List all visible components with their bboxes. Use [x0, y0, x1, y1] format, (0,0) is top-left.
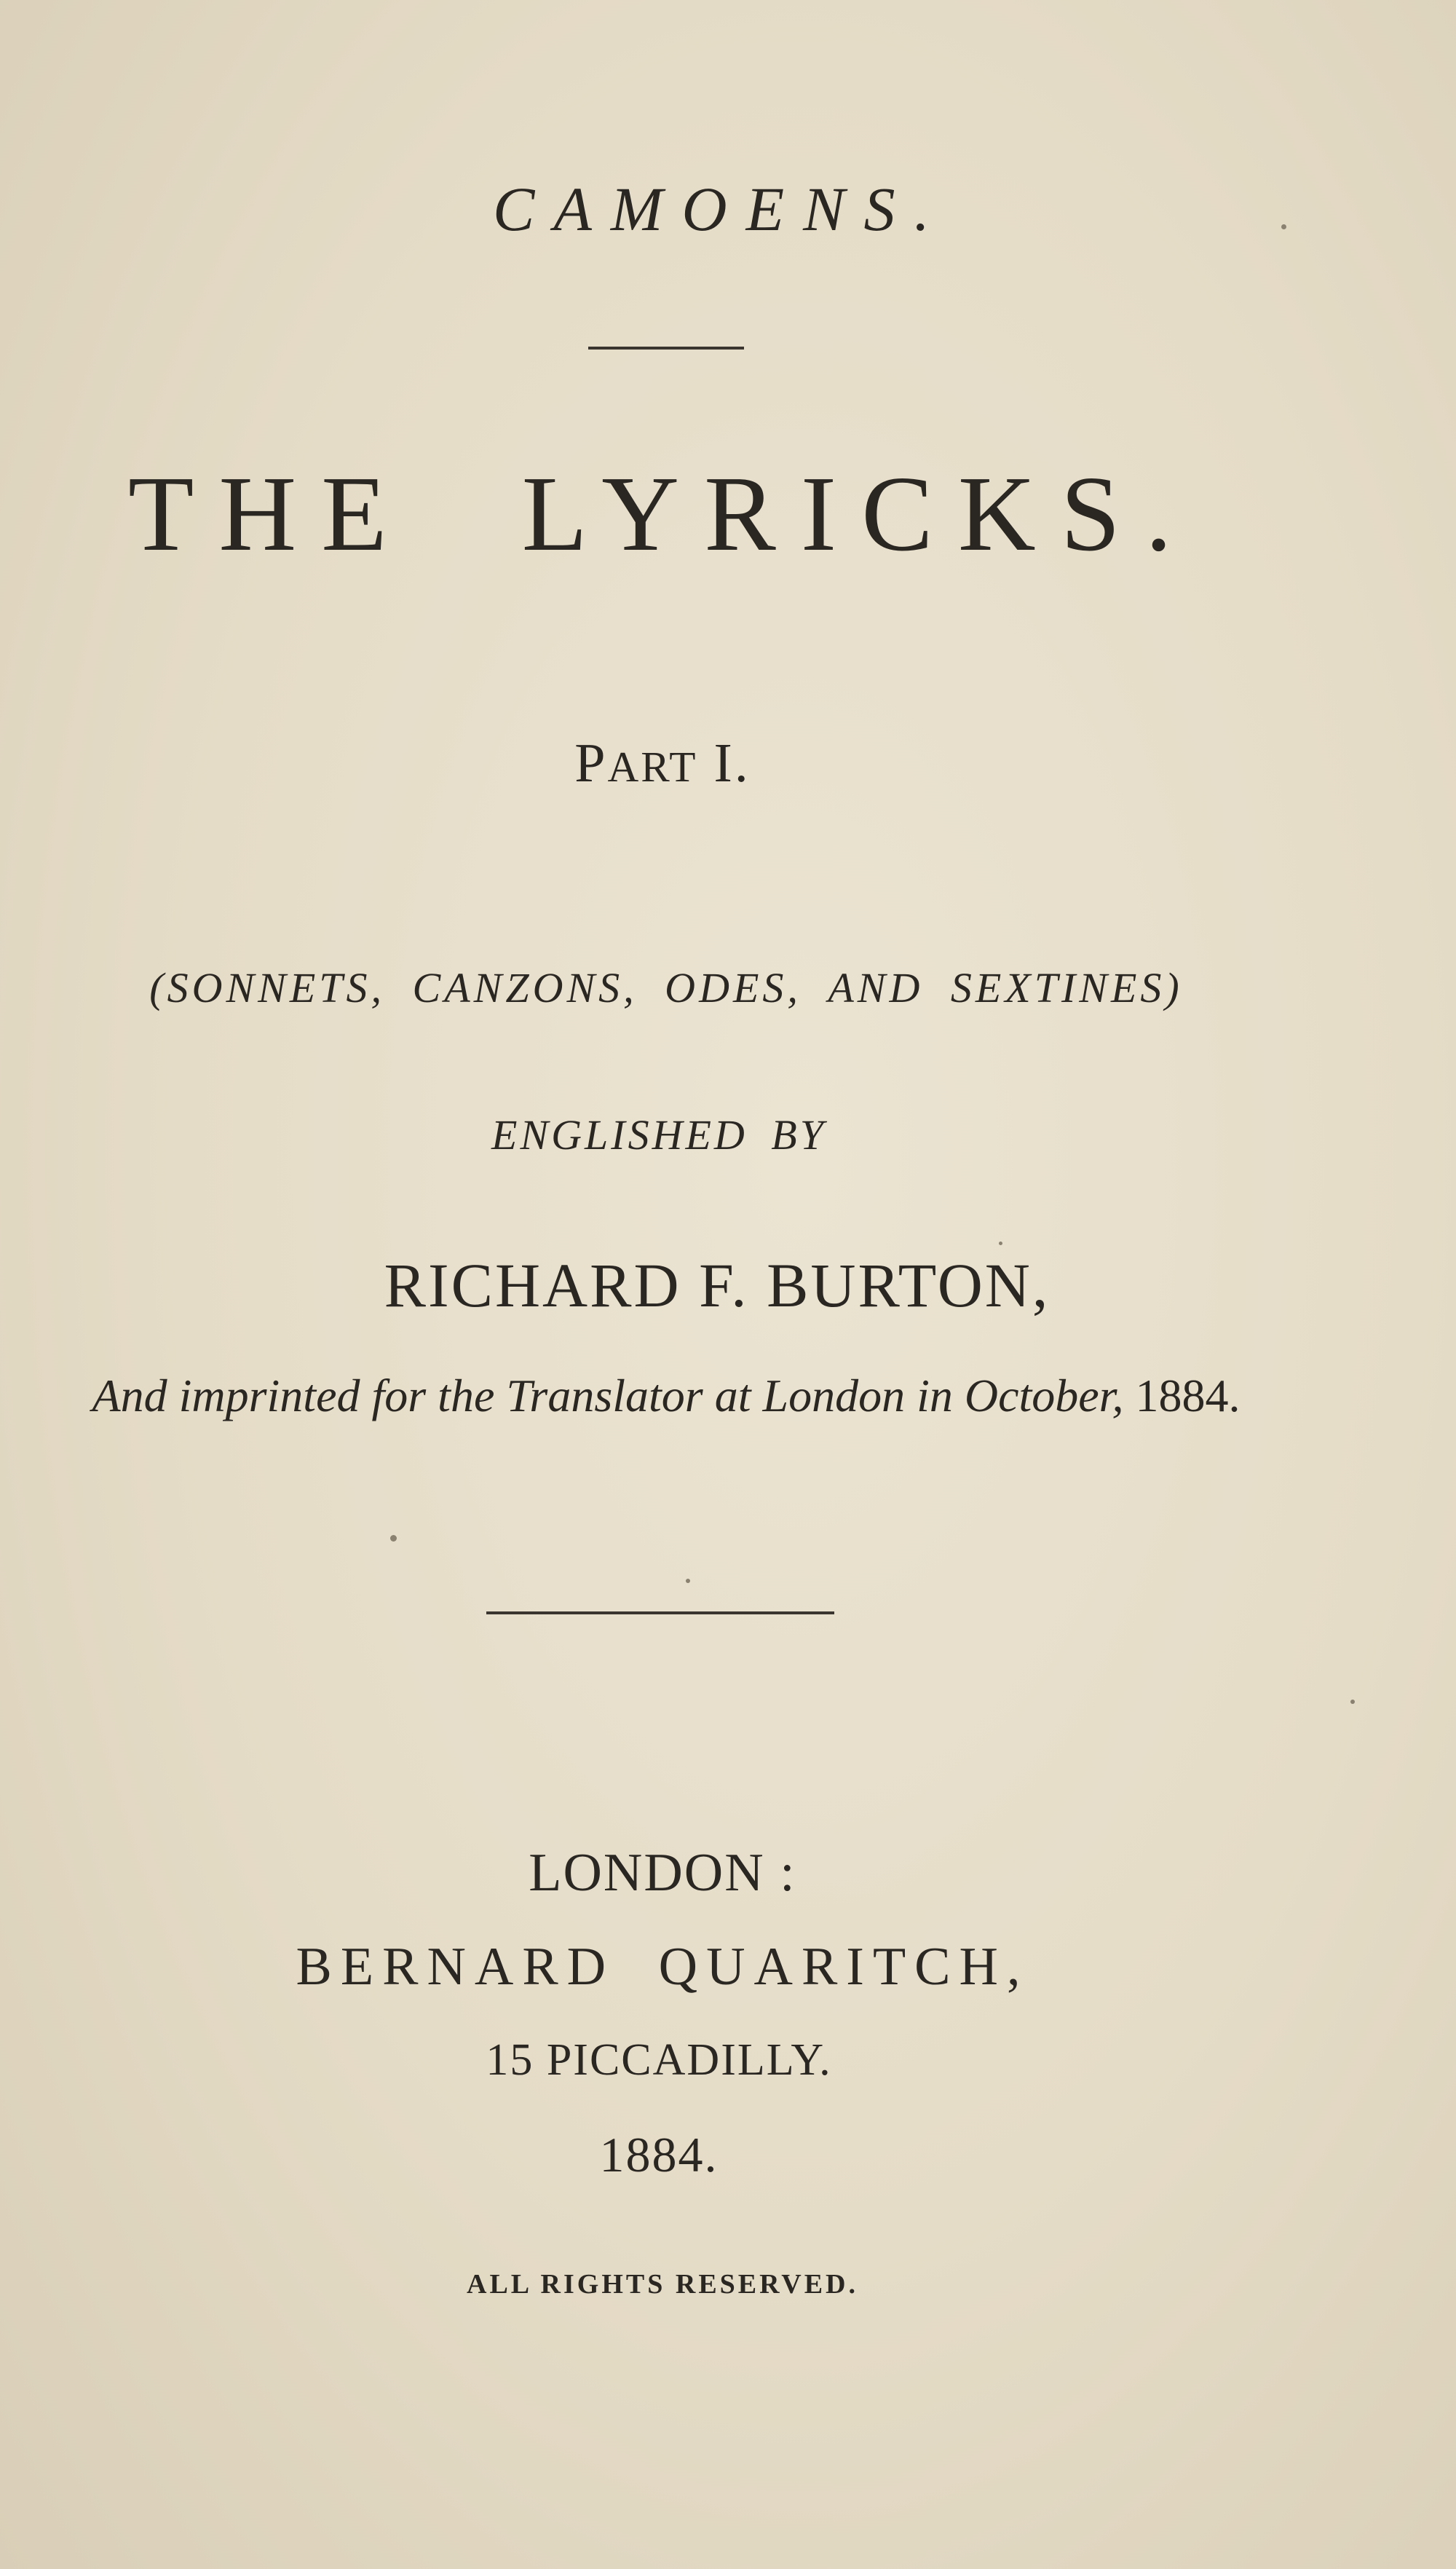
- paper-speck: [390, 1535, 397, 1542]
- paper-speck: [686, 1579, 690, 1583]
- author-name: RICHARD F. BURTON,: [384, 1250, 1051, 1320]
- publisher-address: 15 PICCADILLY.: [486, 2035, 832, 2085]
- part-label-rest: ART: [607, 743, 698, 791]
- imprint-note: [0, 1370, 1394, 1421]
- publisher-name: BERNARD QUARITCH,: [296, 1937, 1029, 1997]
- paper-speck: [999, 1242, 1002, 1245]
- part-number: I.: [713, 733, 751, 794]
- contents-note: (SONNETS, CANZONS, ODES, AND SEXTINES): [149, 964, 1183, 1011]
- rights-notice: ALL RIGHTS RESERVED.: [467, 2269, 858, 2300]
- publisher-city: LONDON :: [529, 1843, 796, 1903]
- paper-speck: [1350, 1700, 1355, 1704]
- paper-speck: [1281, 224, 1286, 229]
- part-label-initial: P: [574, 733, 608, 794]
- part-label: [0, 733, 1390, 794]
- englished-by-label: ENGLISHED BY: [491, 1111, 826, 1159]
- publication-year: 1884.: [599, 2127, 719, 2182]
- imprint-note-text: And imprinted for the Translator at London in October,: [92, 1370, 1124, 1421]
- top-rule: [588, 347, 744, 350]
- series-name: CAMOENS.: [492, 174, 949, 244]
- middle-rule: [486, 1611, 834, 1614]
- book-title: THE LYRICKS.: [127, 454, 1198, 574]
- imprint-year: 1884.: [1135, 1370, 1241, 1421]
